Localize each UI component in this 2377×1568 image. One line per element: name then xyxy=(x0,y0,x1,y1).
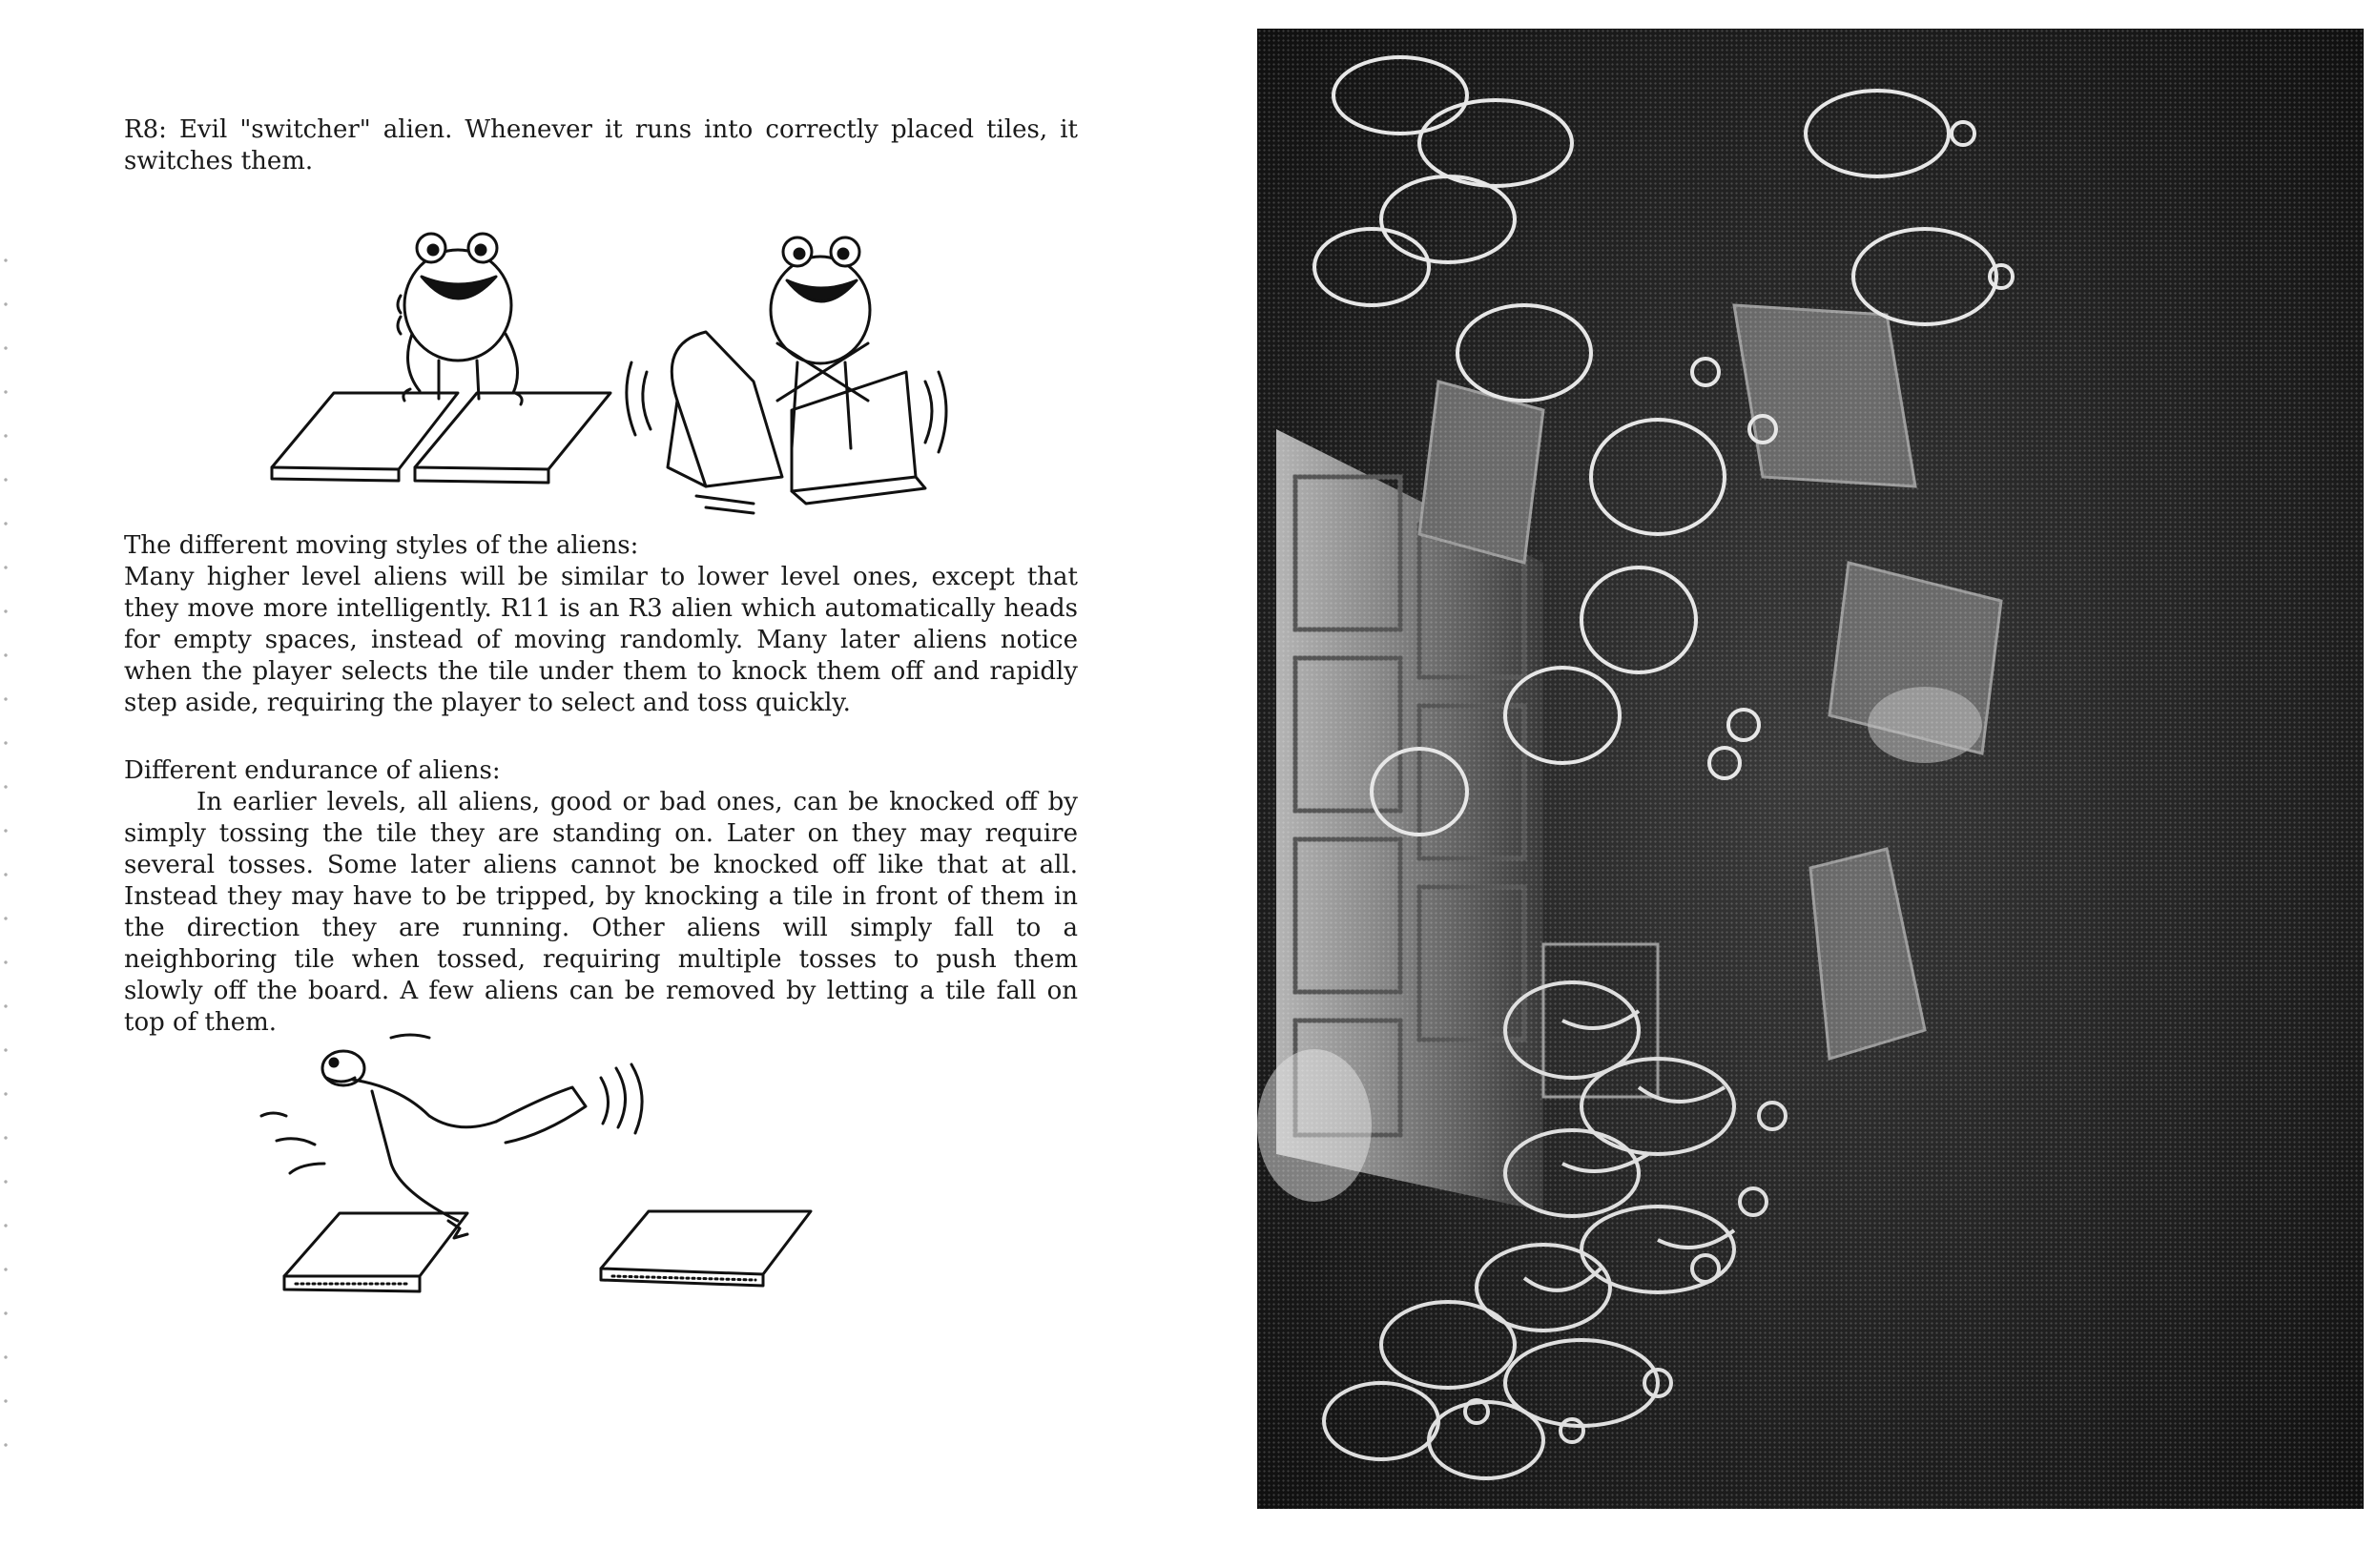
endurance-body: In earlier levels, all aliens, good or bad ones, can be knocked off by simply tossing the tile they are standing on. Later on they may require several tosses. Some later aliens cannot be knocked off like that at all. Instead they may have to be tripped, by knocking a tile in front of them in the direction they are running. Other aliens will simply fall to a neighboring tile when tossed, requiring multiple tosses to push them slowly off the board. A few aliens can be removed by letting a tile fall on top of them. xyxy=(124,788,1078,1037)
switcher-alien-left xyxy=(398,234,522,404)
scan-margin-specks xyxy=(0,238,19,1478)
endurance-section xyxy=(124,755,1078,1039)
moving-styles-heading: The different moving styles of the aliens: xyxy=(124,531,639,560)
tripping-alien-illustration xyxy=(258,1030,849,1307)
r8-paragraph: R8: Evil "switcher" alien. Whenever it runs into correctly placed tiles, it switches them. xyxy=(124,115,1078,175)
tile-tripped xyxy=(284,1213,467,1291)
tripping-alien xyxy=(277,1051,586,1238)
tile-left-2 xyxy=(415,393,610,483)
motion-lines-tripper xyxy=(261,1035,642,1133)
r8-description xyxy=(124,114,1078,177)
tile-falling xyxy=(601,1211,811,1286)
switcher-alien-right xyxy=(771,237,870,448)
moving-styles-section xyxy=(124,530,1078,719)
switcher-alien-illustration xyxy=(258,229,982,515)
tile-right-2 xyxy=(792,372,925,504)
game-board-aliens-photo xyxy=(1257,29,2364,1509)
right-page xyxy=(1257,29,2373,1516)
moving-styles-body: Many higher level aliens will be similar to lower level ones, except that they move more intelligently. R11 is an R3 alien which automatically heads for empty spaces, instead of moving randomly. Many later aliens notice when the player selects the tile under them to knock them off and rapidly step aside, requiring the player to select and toss quickly. xyxy=(124,563,1078,717)
endurance-heading: Different endurance of aliens: xyxy=(124,756,501,785)
tile-right-1 xyxy=(668,332,782,486)
